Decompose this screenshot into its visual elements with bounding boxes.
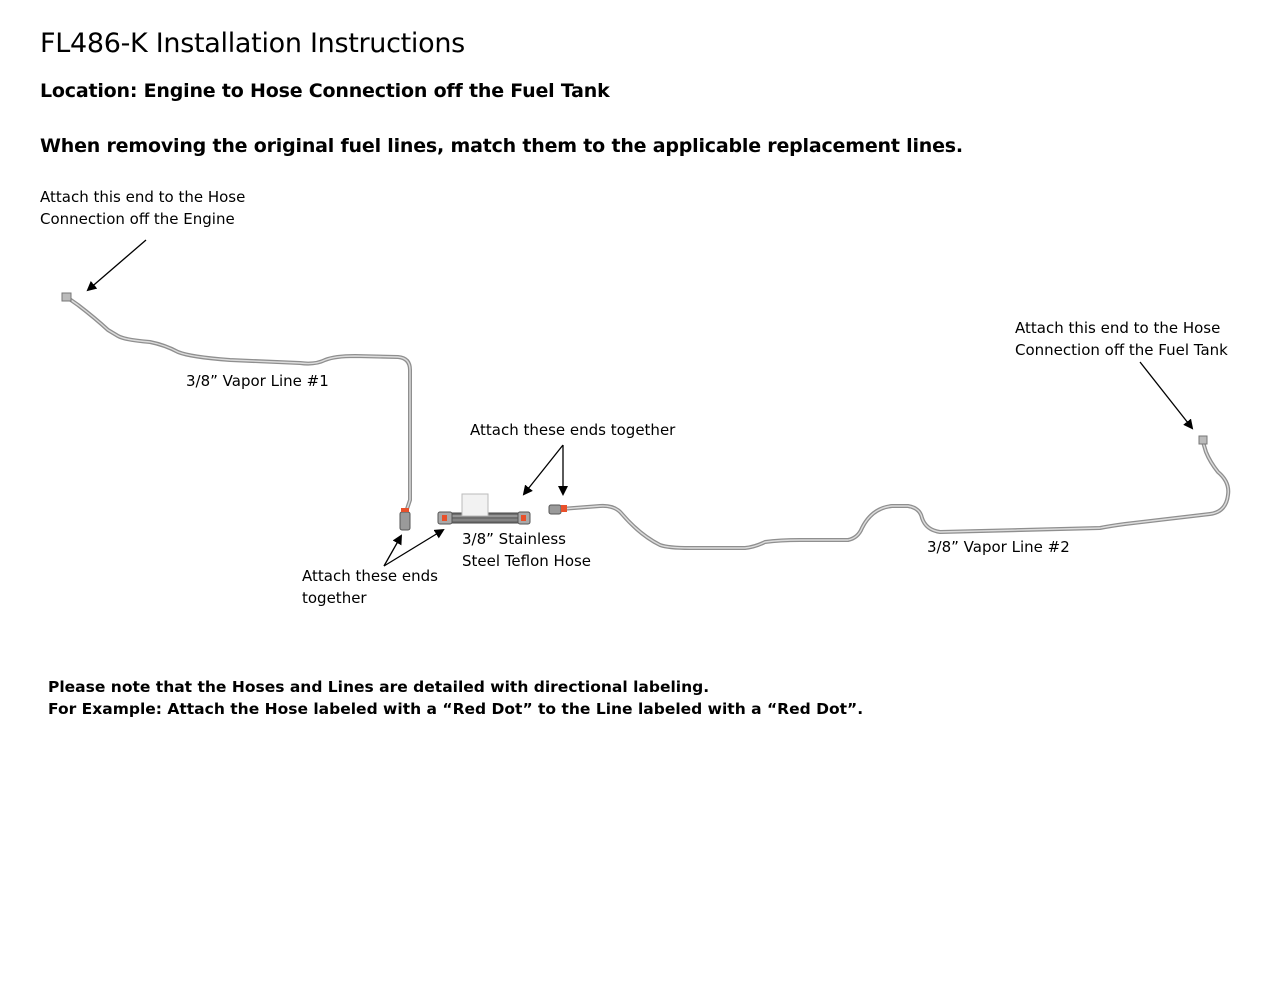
tank-end-fitting bbox=[1199, 436, 1207, 444]
note-line-1: Please note that the Hoses and Lines are detailed with directional labeling. bbox=[48, 678, 710, 696]
attach-top-label: Attach these ends together bbox=[470, 421, 676, 439]
vapor-line-1 bbox=[62, 293, 410, 530]
line1-red-dot bbox=[401, 508, 409, 512]
arrow-tank-end bbox=[1140, 362, 1192, 428]
engine-end-label: Attach this end to the Hose Connection off the Engine bbox=[40, 188, 246, 228]
attach-bottom-label: Attach these ends together bbox=[302, 567, 438, 607]
arrow-engine-end bbox=[88, 240, 146, 290]
directional-note bbox=[48, 676, 863, 720]
vapor-line-2-label: 3/8” Vapor Line #2 bbox=[927, 538, 1070, 556]
hose-red-dot-right bbox=[521, 515, 526, 521]
hose-label: 3/8” Stainless Steel Teflon Hose bbox=[462, 530, 592, 570]
vapor-line-1-label: 3/8” Vapor Line #1 bbox=[186, 372, 329, 390]
engine-end-fitting bbox=[62, 293, 71, 301]
hose-red-dot-left bbox=[442, 515, 447, 521]
note-line-2: For Example: Attach the Hose labeled with a “Red Dot” to the Line labeled with a “Red Dot”. bbox=[48, 700, 864, 718]
tank-end-label: Attach this end to the Hose Connection off the Fuel Tank bbox=[1015, 319, 1228, 359]
steel-teflon-hose bbox=[438, 494, 530, 524]
callout-arrows bbox=[88, 240, 1192, 566]
line2-red-dot bbox=[561, 505, 567, 512]
line1-fitting-nut bbox=[400, 512, 410, 530]
instruction-text: When removing the original fuel lines, match them to the applicable replacement lines. bbox=[40, 135, 963, 157]
hose-tag bbox=[462, 494, 488, 516]
arrow-top-to-hose bbox=[524, 445, 563, 494]
page-title: FL486-K Installation Instructions bbox=[40, 28, 465, 59]
location-subtitle: Location: Engine to Hose Connection off the Fuel Tank bbox=[40, 80, 610, 102]
vapor-line-2 bbox=[549, 436, 1228, 548]
line2-fitting-nut bbox=[549, 505, 561, 514]
arrow-bottom-to-hose bbox=[384, 530, 443, 566]
